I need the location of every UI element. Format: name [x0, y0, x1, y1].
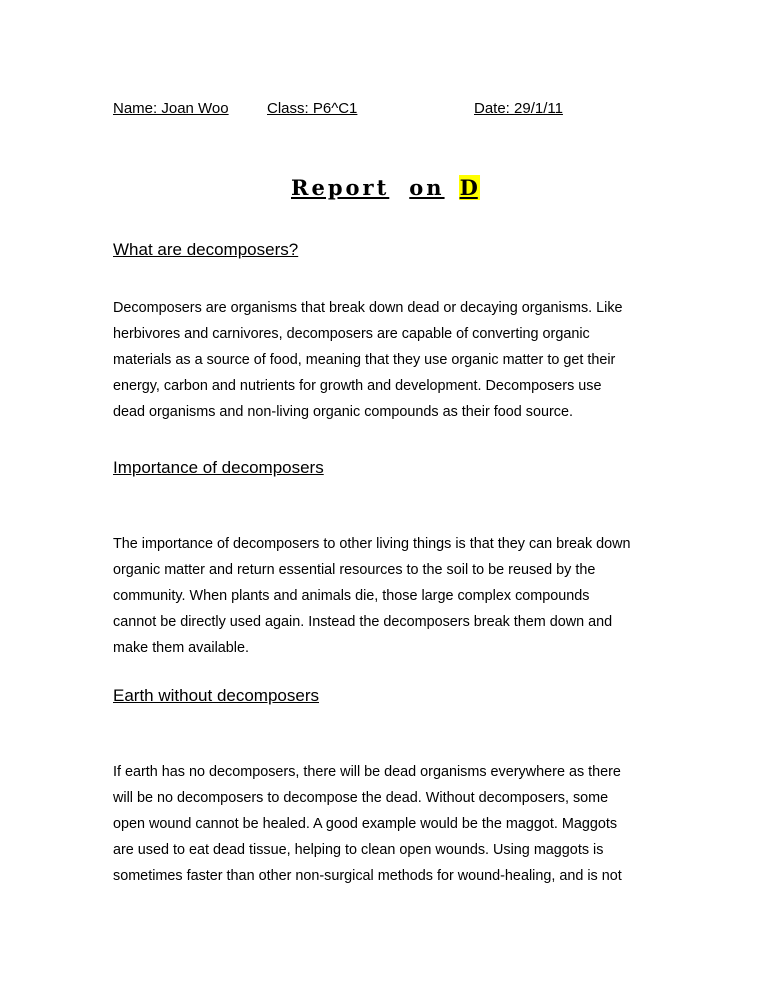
title-word-on: on [409, 175, 445, 200]
section-heading-what-are-decomposers: What are decomposers? [113, 240, 299, 259]
report-title [291, 173, 480, 203]
student-class: Class: P6^C1 [267, 100, 358, 117]
paragraph-line: organic matter and return essential resources to the soil to be reused by the [113, 562, 596, 578]
title-word-report: Report [291, 175, 390, 200]
paragraph-line: herbivores and carnivores, decomposers are capable of converting organic [113, 326, 590, 342]
section-heading-earth-without: Earth without decomposers [113, 686, 319, 705]
paragraph-line: dead organisms and non-living organic compounds as their food source. [113, 404, 573, 420]
section-heading-importance: Importance of decomposers [113, 458, 324, 477]
paragraph-line: materials as a source of food, meaning that they use organic matter to get their [113, 352, 616, 368]
section-paragraph-what-are-decomposers [113, 295, 673, 425]
paragraph-line: The importance of decomposers to other living things is that they can break down [113, 536, 631, 552]
paragraph-line: energy, carbon and nutrients for growth and development. Decomposers use [113, 378, 602, 394]
paragraph-line: sometimes faster than other non-surgical methods for wound-healing, and is not [113, 868, 622, 884]
section-paragraph-importance [113, 531, 673, 661]
paragraph-line: are used to eat dead tissue, helping to clean open wounds. Using maggots is [113, 842, 604, 858]
paragraph-line: Decomposers are organisms that break down dead or decaying organisms. Like [113, 300, 623, 316]
paragraph-line: will be no decomposers to decompose the dead. Without decomposers, some [113, 790, 609, 806]
paragraph-line: cannot be directly used again. Instead the decomposers break them down and [113, 614, 613, 630]
paragraph-line: open wound cannot be healed. A good example would be the maggot. Maggots [113, 816, 618, 832]
title-highlighted-letter: D [459, 175, 478, 200]
report-date: Date: 29/1/11 [474, 100, 563, 117]
paragraph-line: make them available. [113, 640, 249, 656]
paragraph-line: community. When plants and animals die, those large complex compounds [113, 588, 590, 604]
section-paragraph-earth-without [113, 759, 673, 889]
student-name: Name: Joan Woo [113, 100, 229, 117]
paragraph-line: If earth has no decomposers, there will be dead organisms everywhere as there [113, 764, 621, 780]
